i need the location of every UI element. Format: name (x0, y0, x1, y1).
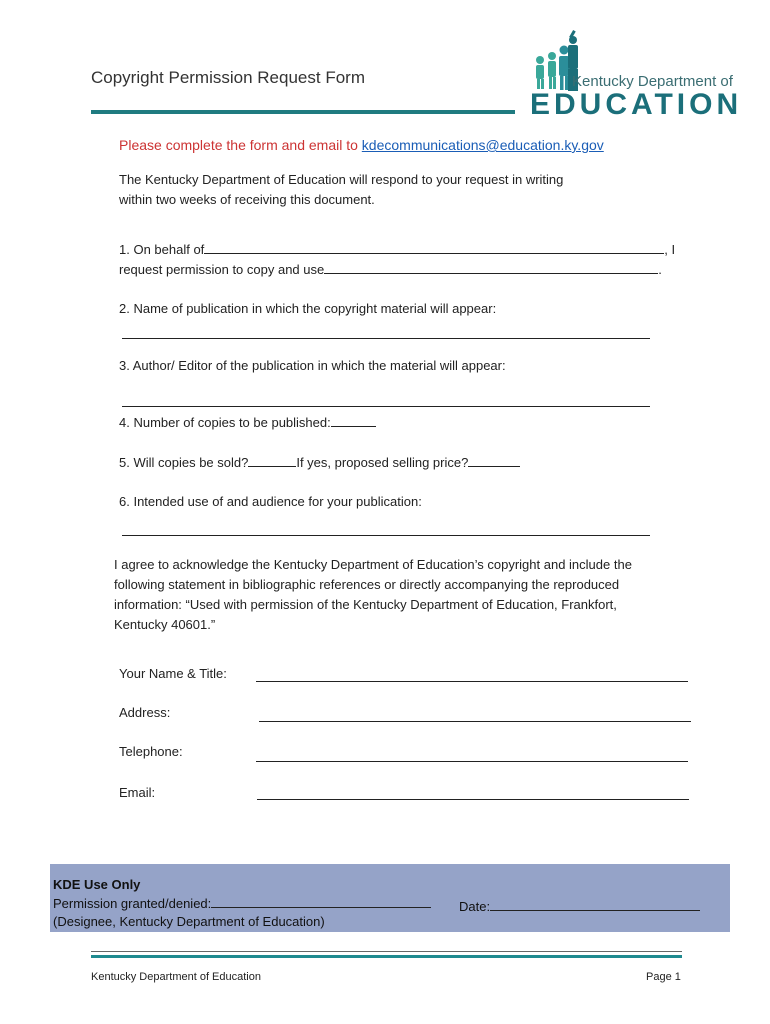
instructions-text: Please complete the form and email to (119, 137, 362, 153)
q1-label: 1. On behalf of (119, 242, 205, 257)
permission-row (53, 894, 431, 913)
question-2-label: 2. Name of publication in which the copyright material will appear: (119, 301, 497, 316)
email-label: Email: (119, 785, 156, 800)
footer-rule-thin (91, 951, 682, 952)
telephone-label: Telephone: (119, 744, 183, 759)
name-title-field[interactable] (256, 681, 688, 682)
on-behalf-of-field[interactable] (204, 240, 664, 254)
q1-suffix: , I (664, 242, 676, 257)
question-1-line-2 (119, 260, 662, 280)
author-editor-field[interactable] (122, 406, 650, 407)
question-5 (119, 453, 520, 473)
date-field[interactable] (490, 897, 700, 911)
q5-label: 5. Will copies be sold? (119, 455, 249, 470)
material-to-copy-field[interactable] (324, 260, 658, 274)
question-6-label: 6. Intended use of and audience for your publication: (119, 494, 422, 509)
agreement-paragraph (114, 555, 632, 635)
q4-label: 4. Number of copies to be published: (119, 415, 331, 430)
q5-price-label: If yes, proposed selling price? (296, 455, 469, 470)
agreement-line-1: I agree to acknowledge the Kentucky Department of Education’s copyright and include the (114, 557, 632, 572)
footer-organization: Kentucky Department of Education (91, 971, 261, 983)
address-field[interactable] (259, 721, 691, 722)
publication-name-field[interactable] (122, 338, 650, 339)
number-of-copies-field[interactable] (331, 413, 376, 427)
instructions-line (119, 137, 604, 153)
copies-sold-field[interactable] (248, 453, 296, 467)
q1-request-label: request permission to copy and use (119, 262, 325, 277)
email-field[interactable] (257, 799, 689, 800)
date-label: Date: (459, 899, 491, 914)
logo-text-kentucky: Kentucky Department of (572, 73, 733, 90)
response-paragraph (119, 170, 563, 210)
email-link[interactable]: kdecommunications@education.ky.gov (361, 137, 604, 153)
telephone-field[interactable] (256, 761, 688, 762)
date-row (459, 897, 700, 914)
page-number: Page 1 (646, 971, 681, 983)
response-line-2: within two weeks of receiving this document. (119, 192, 375, 207)
question-1-line-1 (119, 240, 675, 260)
question-4 (119, 413, 376, 433)
selling-price-field[interactable] (468, 453, 520, 467)
permission-label: Permission granted/denied: (53, 896, 212, 911)
permission-field[interactable] (211, 894, 431, 908)
title-rule (91, 110, 515, 114)
footer-rule-teal (91, 955, 682, 958)
name-title-label: Your Name & Title: (119, 666, 227, 681)
agreement-line-4: Kentucky 40601.” (114, 617, 216, 632)
q1-period: . (658, 262, 662, 277)
kde-use-heading: KDE Use Only (53, 877, 141, 892)
agreement-line-3: information: “Used with permission of the Kentucky Department of Education, Frankfort, (114, 597, 617, 612)
page-title: Copyright Permission Request Form (91, 68, 365, 87)
designee-label: (Designee, Kentucky Department of Education) (53, 914, 325, 929)
address-label: Address: (119, 705, 171, 720)
intended-use-field[interactable] (122, 535, 650, 536)
kde-use-only-content (53, 876, 431, 931)
logo-text-education: EDUCATION (530, 88, 743, 121)
agreement-line-2: following statement in bibliographic references or directly accompanying the reproduced (114, 577, 620, 592)
question-3-label: 3. Author/ Editor of the publication in which the material will appear: (119, 358, 506, 373)
response-line-1: The Kentucky Department of Education will respond to your request in writing (119, 172, 564, 187)
